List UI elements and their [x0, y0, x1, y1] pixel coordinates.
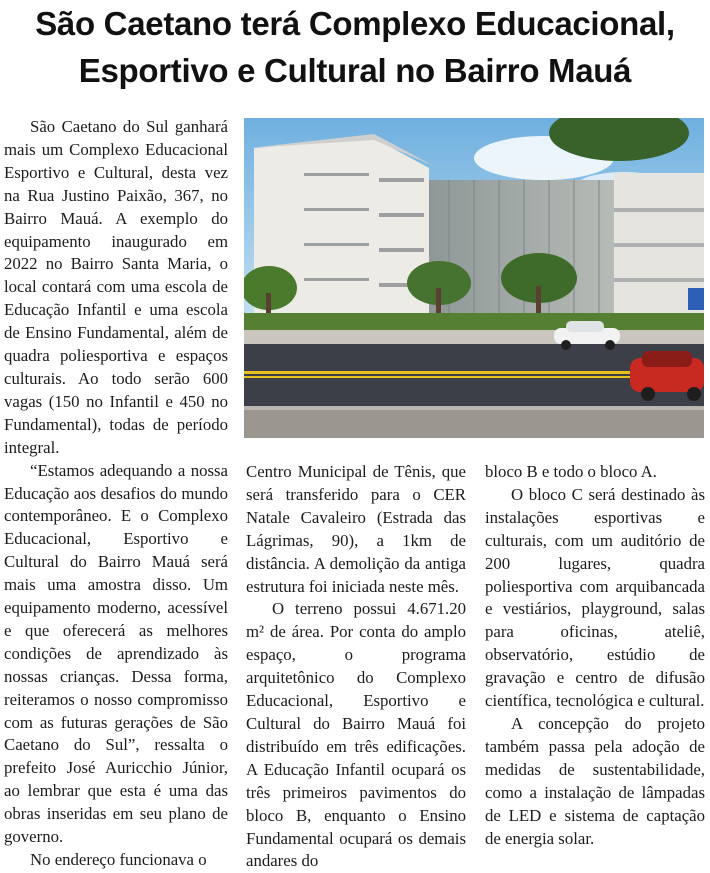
foreground-pavement — [244, 410, 704, 438]
paragraph: “Estamos adequando a nossa Educação aos desafios do mundo contemporâneo. E o Complexo Educacional, Esportivo e Cultural do Bairro Mauá será mais uma amostra disso. Um equipamento moderno, acessível e que oferecerá as melhores condições de aprendizado às nossas crianças. Dessa forma, reiteramos o nosso compromisso com as futuras gerações de São Caetano do Sul”, ressalta o prefeito José Auricchio Júnior, ao lembrar que esta é uma das obras inseridas em seu plano de governo. — [4, 460, 228, 847]
curb — [244, 406, 704, 410]
article-column-3 — [485, 461, 705, 850]
headline-line-2: Esportivo e Cultural no Bairro Mauá — [78, 52, 632, 89]
paragraph: O bloco C será destinado às instalações esportivas e culturais, com um auditório de 200 lugares, quadra poliesportiva com arquibancada e vestiários, playground, salas para oficinas, ateliê, observatório, estúdio de gravação e centro de difusão científica, tecnológica e cultural. — [485, 484, 705, 711]
paragraph: Centro Municipal de Tênis, que será transferido para o CER Natale Cavaleiro (Estrada das Lágrimas, 90), a 1km de distância. A demolição da antiga estrutura foi iniciada neste mês. — [246, 462, 466, 596]
paragraph: O terreno possui 4.671.20 m² de área. Por conta do amplo espaço, o programa arquitetônico do Complexo Educacional, Esportivo e Cultural do Bairro Mauá foi distribuído em três edificações. A Educação Infantil ocupará os três primeiros pavimentos do bloco B, enquanto o Ensino Fundamental ocupará os demais andares do — [246, 599, 466, 871]
sidewalk — [244, 330, 704, 344]
headline — [0, 0, 710, 94]
sign-panel — [688, 288, 704, 310]
paragraph: bloco B e todo o bloco A. — [485, 462, 657, 481]
paragraph: São Caetano do Sul ganhará mais um Complexo Educacional Esportivo e Cultural, desta vez na Rua Justino Paixão, 367, no Bairro Mauá. A exemplo do equipamento inaugurado em 2022 no Bairro Santa Maria, o local contará com uma escola de Educação Infantil e uma escola de Ensino Fundamental, além de quadra poliesportiva e espaços culturais. Ao todo serão 600 vagas (150 no Infantil e 450 no Fundamental), todas de período integral. — [4, 117, 228, 457]
paragraph: No endereço funcionava o — [30, 850, 207, 869]
complex-rendering-photo — [244, 118, 704, 438]
headline-line-1: São Caetano terá Complexo Educacional, — [35, 5, 675, 42]
article-column-2 — [246, 461, 466, 873]
paragraph: A concepção do projeto também passa pela adoção de medidas de sustentabilidade, como a instalação de lâmpadas de LED e sistema de captação de energia solar. — [485, 713, 705, 848]
article-column-1 — [4, 116, 228, 872]
